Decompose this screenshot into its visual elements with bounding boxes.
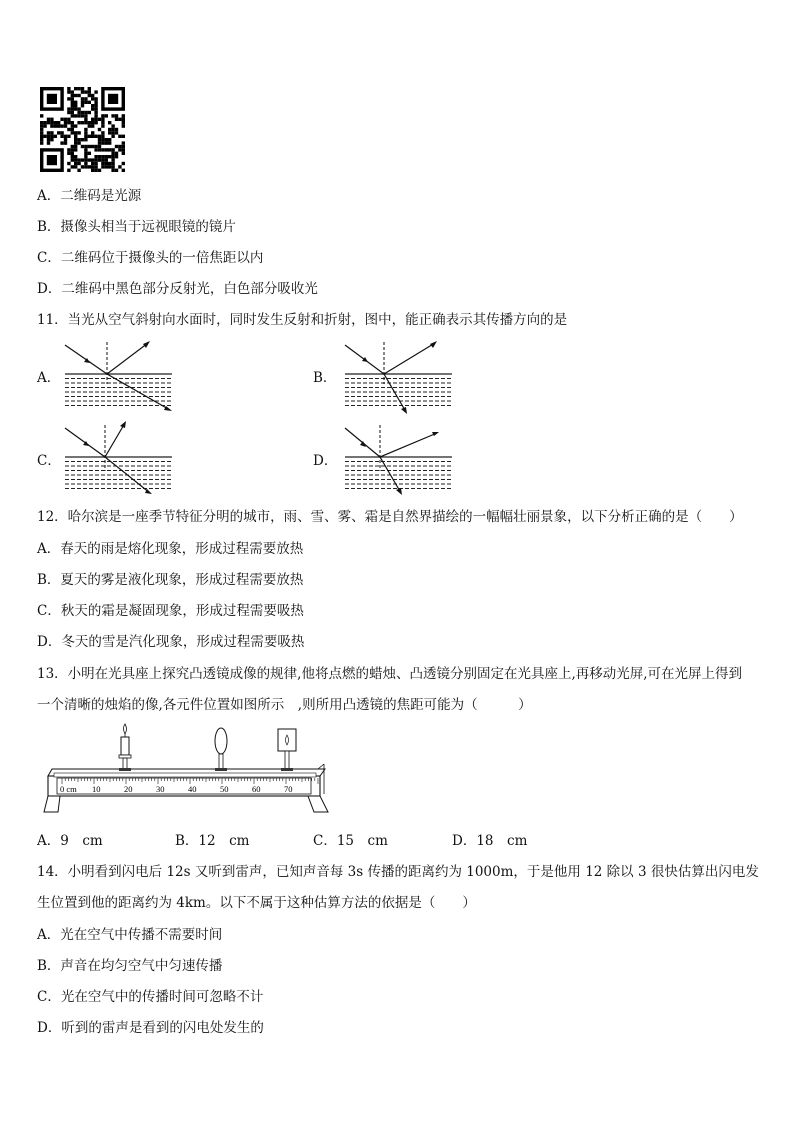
q11-label-a: A． [37, 370, 61, 386]
q11-label-c: C． [37, 453, 61, 469]
q11-stem: 11．当光从空气斜射向水面时，同时发生反射和折射，图中，能正确表示其传播方向的是 [37, 312, 568, 328]
q11-diagram-d [340, 423, 460, 498]
q12-option-d: D．冬天的雪是汽化现象，形成过程需要吸热 [37, 634, 305, 650]
scale-label-0: 0 cm [60, 784, 77, 794]
q10-option-c: C．二维码位于摄像头的一倍焦距以内 [37, 250, 264, 266]
q12-option-c: C．秋天的霜是凝固现象，形成过程需要吸热 [37, 603, 304, 619]
q11-diagram-c [60, 423, 180, 498]
q13-option-b: B．12 cm [175, 833, 250, 849]
q12-stem: 12．哈尔滨是一座季节特征分明的城市，雨、雪、雾、霜是自然界描绘的一幅幅壮丽景象，以下分析正确的是（ ） [37, 509, 743, 525]
q13-option-a: A．9 cm [37, 833, 103, 849]
scale-label-30: 30 [156, 784, 165, 794]
candle [119, 724, 131, 771]
q14-stem-line1: 14．小明看到闪电后 12s 又听到雷声，已知声音每 3s 传播的距离约为 1000m，于是他用 12 除以 3 很快估算出闪电发 [37, 864, 759, 880]
q14-option-c: C．光在空气中的传播时间可忽略不计 [37, 989, 264, 1005]
light-screen [278, 729, 296, 771]
scale-label-70: 70 [284, 784, 293, 794]
scale-label-40: 40 [188, 784, 197, 794]
scale-label-20: 20 [124, 784, 133, 794]
q14-option-d: D．听到的雷声是看到的闪电处发生的 [37, 1020, 264, 1036]
q14-stem-line2: 生位置到他的距离约为 4km。以下不属于这种估算方法的依据是（ ） [37, 895, 476, 911]
q11-label-b: B． [313, 370, 337, 386]
q13-option-d: D．18 cm [452, 833, 528, 849]
convex-lens [215, 728, 227, 771]
q11-diagram-b [340, 340, 460, 415]
q11-diagram-a [60, 340, 180, 415]
q11-label-d: D． [313, 453, 338, 469]
qr-code-image [40, 87, 126, 171]
q14-option-b: B．声音在均匀空气中匀速传播 [37, 958, 223, 974]
scale-label-50: 50 [220, 784, 229, 794]
q13-stem-line2: 一个清晰的烛焰的像,各元件位置如图所示 ,则所用凸透镜的焦距可能为（ ） [37, 697, 532, 713]
q14-option-a: A．光在空气中传播不需要时间 [37, 927, 223, 943]
q12-option-b: B．夏天的雾是液化现象，形成过程需要放热 [37, 572, 304, 588]
scale-label-60: 60 [252, 784, 261, 794]
q10-option-a: A．二维码是光源 [37, 188, 142, 204]
q10-option-b: B．摄像头相当于远视眼镜的镜片 [37, 219, 236, 235]
q13-option-c: C．15 cm [313, 833, 388, 849]
q13-stem-line1: 13．小明在光具座上探究凸透镜成像的规律,他将点燃的蜡烛、凸透镜分别固定在光具座上,再移动光屏,可在光屏上得到 [37, 666, 743, 682]
scale-label-10: 10 [92, 784, 101, 794]
q12-option-a: A．春天的雨是熔化现象，形成过程需要放热 [37, 541, 304, 557]
optical-bench-diagram [40, 724, 340, 824]
q10-option-d: D．二维码中黑色部分反射光，白色部分吸收光 [37, 281, 318, 297]
